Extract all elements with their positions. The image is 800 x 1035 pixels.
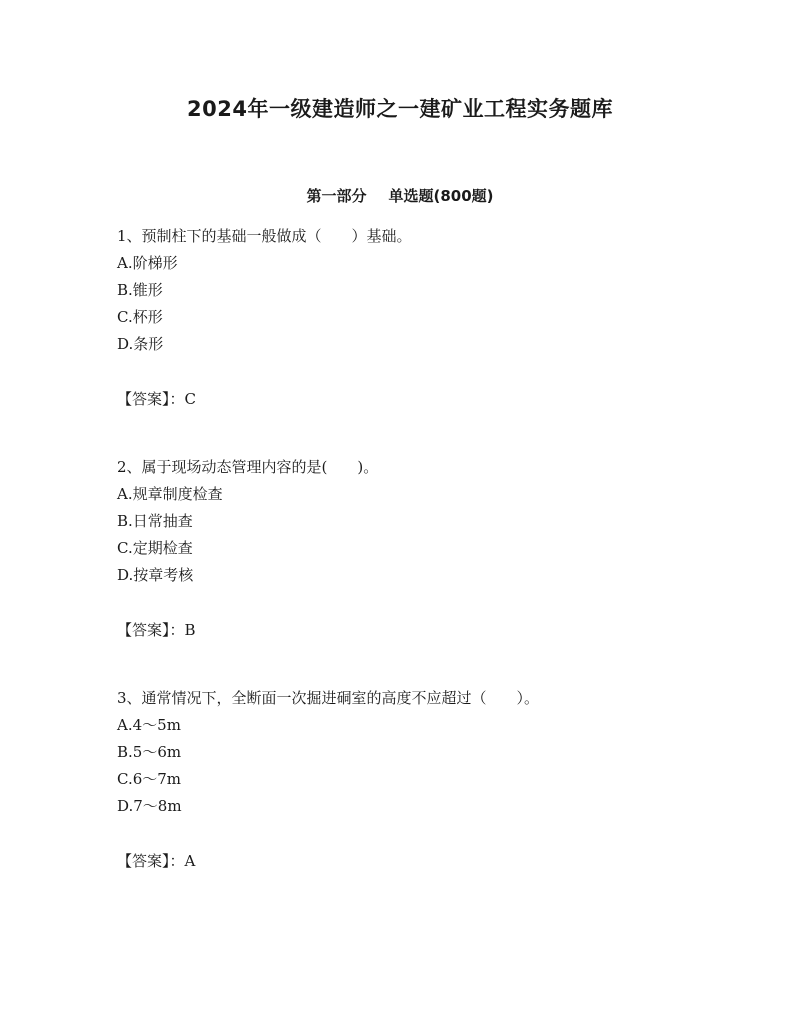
section-heading bbox=[0, 185, 800, 206]
option-c: C.6～7m bbox=[117, 770, 182, 788]
option-c: C.定期检查 bbox=[117, 539, 193, 557]
answer-line: 【答案】：B bbox=[117, 621, 196, 639]
section-name: 单选题(800题) bbox=[388, 187, 494, 205]
option-b: B.5～6m bbox=[117, 743, 182, 761]
option-a: A.阶梯形 bbox=[117, 254, 178, 272]
option-a: A.规章制度检查 bbox=[117, 485, 223, 503]
question-3 bbox=[117, 685, 737, 875]
question-stem: 1、预制柱下的基础一般做成（ ）基础。 bbox=[117, 227, 412, 245]
question-1 bbox=[117, 223, 737, 413]
option-d: D.条形 bbox=[117, 335, 164, 353]
option-a: A.4～5m bbox=[117, 716, 181, 734]
option-b: B.日常抽查 bbox=[117, 512, 193, 530]
answer-line: 【答案】：A bbox=[117, 852, 196, 870]
document-title: 2024年一级建造师之一建矿业工程实务题库 bbox=[187, 97, 613, 121]
question-stem: 2、属于现场动态管理内容的是( )。 bbox=[117, 458, 379, 476]
option-b: B.锥形 bbox=[117, 281, 163, 299]
option-d: D.7～8m bbox=[117, 797, 182, 815]
option-c: C.杯形 bbox=[117, 308, 163, 326]
answer-line: 【答案】：C bbox=[117, 390, 196, 408]
section-part: 第一部分 bbox=[306, 187, 367, 205]
question-2 bbox=[117, 454, 737, 644]
option-d: D.按章考核 bbox=[117, 566, 194, 584]
question-stem: 3、通常情况下，全断面一次掘进硐室的高度不应超过（ ）。 bbox=[117, 689, 540, 707]
